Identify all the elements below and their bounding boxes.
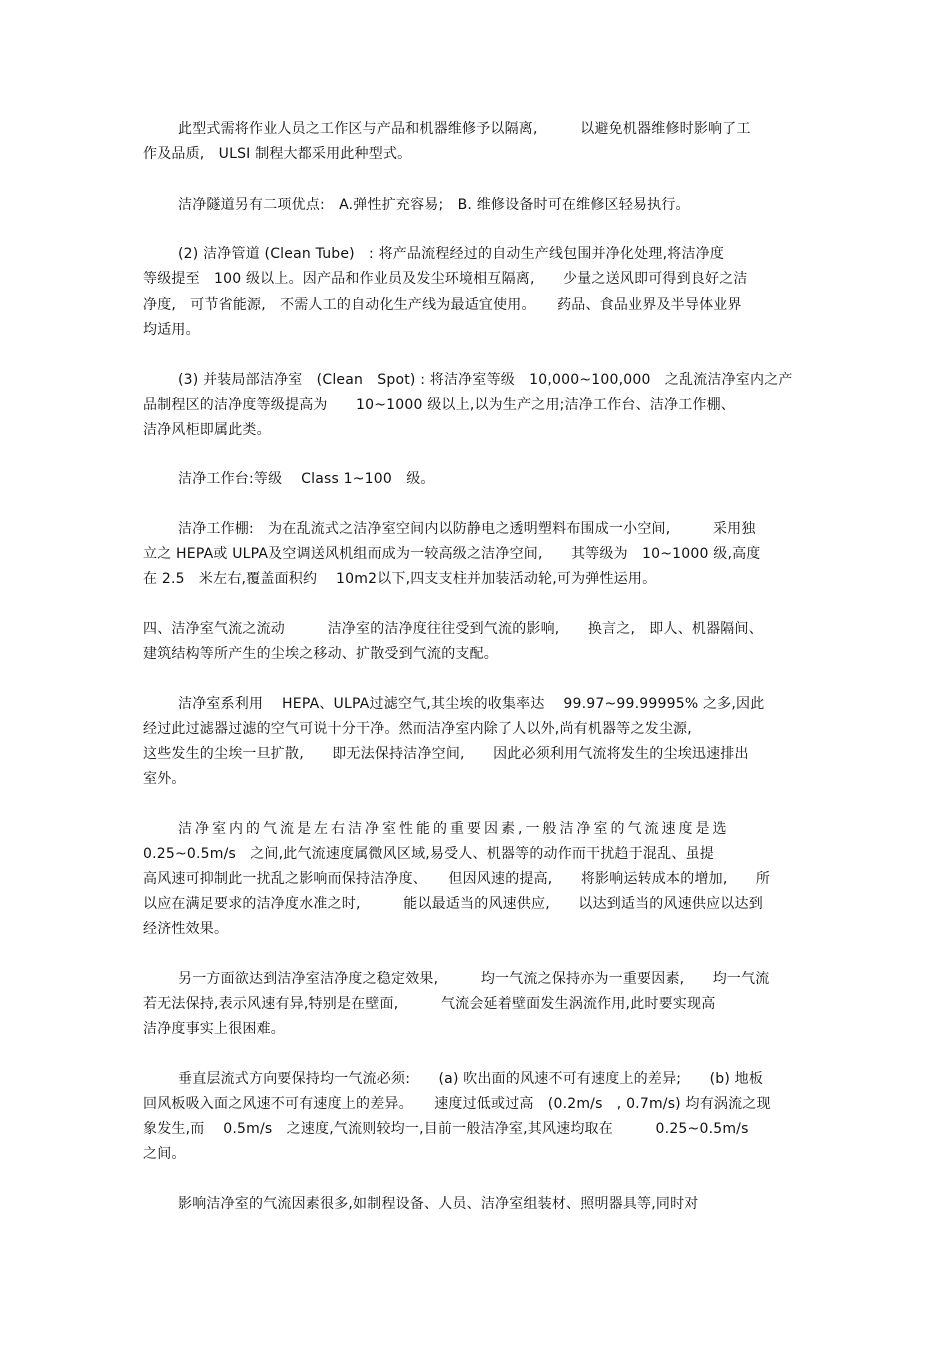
paragraph-line: 洁净风柜即属此类。 <box>143 422 271 438</box>
paragraph-line: 洁净工作棚: 为在乱流式之洁净室空间内以防静电之透明塑料布围成一小空间, 采用独 <box>178 521 756 537</box>
paragraph-line: 回风板吸入面之风速不可有速度上的差异。 速度过低或过高 (0.2m/s , 0.7m/s) 均有涡流之现 <box>143 1096 771 1112</box>
paragraph-line: 等级提至 100 级以上。因产品和作业员及发尘环境相互隔离, 少量之送风即可得到良好之洁 <box>143 271 748 287</box>
paragraph-line: 垂直层流式方向要保持均一气流必须: (a) 吹出面的风速不可有速度上的差异; (b) 地板 <box>178 1071 764 1087</box>
paragraph-line: 之间。 <box>143 1146 186 1162</box>
paragraph-line: 立之 HEPA或 ULPA及空调送风机组而成为一较高级之洁净空间, 其等级为 10~1000 级,高度 <box>143 546 761 562</box>
section-heading-line: 四、洁净室气流之流动 洁净室的洁净度往往受到气流的影响, 换言之, 即人、机器隔间、 <box>143 621 763 637</box>
paragraph-line: 作及品质, ULSI 制程大都采用此种型式。 <box>143 146 412 162</box>
paragraph-line: 影响洁净室的气流因素很多,如制程设备、人员、洁净室组装材、照明器具等,同时对 <box>178 1196 699 1212</box>
paragraph-line: 建筑结构等所产生的尘埃之移动、扩散受到气流的支配。 <box>143 646 498 662</box>
paragraph-line: 0.25~0.5m/s 之间,此气流速度属微风区域,易受人、机器等的动作而干扰趋于混乱、虽提 <box>143 846 714 862</box>
paragraph-line: 洁净室系利用 HEPA、ULPA过滤空气,其尘埃的收集率达 99.97~99.99995% 之多,因此 <box>178 696 765 712</box>
paragraph-line: 在 2.5 米左右,覆盖面积约 10m2以下,四支支柱并加装活动轮,可为弹性运用。 <box>143 571 657 587</box>
paragraph-line: 这些发生的尘埃一旦扩散, 即无法保持洁净空间, 因此必须利用气流将发生的尘埃迅速排出 <box>143 746 749 762</box>
paragraph-line: 洁净工作台:等级 Class 1~100 级。 <box>178 471 435 487</box>
paragraph-line: 洁净室内的气流是左右洁净室性能的重要因素,一般洁净室的气流速度是选 <box>178 821 730 837</box>
paragraph-line: 此型式需将作业人员之工作区与产品和机器维修予以隔离, 以避免机器维修时影响了工 <box>178 121 751 137</box>
paragraph-line: 另一方面欲达到洁净室洁净度之稳定效果, 均一气流之保持亦为一重要因素, 均一气流 <box>178 971 770 987</box>
paragraph-line: 室外。 <box>143 771 186 787</box>
paragraph-line: 均适用。 <box>143 322 200 338</box>
paragraph-line: (3) 并装局部洁净室 (Clean Spot) : 将洁净室等级 10,000~100,000 之乱流洁净室内之产 <box>178 372 793 388</box>
paragraph-line: 洁净隧道另有二项优点: A.弹性扩充容易; B. 维修设备时可在维修区轻易执行。 <box>178 197 690 213</box>
paragraph-line: 经过此过滤器过滤的空气可说十分干净。然而洁净室内除了人以外,尚有机器等之发尘源, <box>143 721 692 737</box>
paragraph-line: 高风速可抑制此一扰乱之影响而保持洁净度、 但因风速的提高, 将影响运转成本的增加, 所 <box>143 871 771 887</box>
paragraph-line: 品制程区的洁净度等级提高为 10~1000 级以上,以为生产之用;洁净工作台、洁净工作棚、 <box>143 397 735 413</box>
paragraph-line: 以应在满足要求的洁净度水准之时, 能以最适当的风速供应, 以达到适当的风速供应以达到 <box>143 896 763 912</box>
paragraph-line: 象发生,而 0.5m/s 之速度,气流则较均一,目前一般洁净室,其风速均取在 0.25~0.5m/s <box>143 1121 749 1137</box>
paragraph-line: (2) 洁净管道 (Clean Tube) : 将产品流程经过的自动生产线包围并净化处理,将洁净度 <box>178 246 725 262</box>
paragraph-line: 洁净度事实上很困难。 <box>143 1021 285 1037</box>
paragraph-line: 若无法保持,表示风速有异,特别是在壁面, 气流会延着壁面发生涡流作用,此时要实现高 <box>143 996 716 1012</box>
paragraph-line: 经济性效果。 <box>143 921 229 937</box>
paragraph-line: 净度, 可节省能源, 不需人工的自动化生产线为最适宜使用。 药品、食品业界及半导体业界 <box>143 297 742 313</box>
